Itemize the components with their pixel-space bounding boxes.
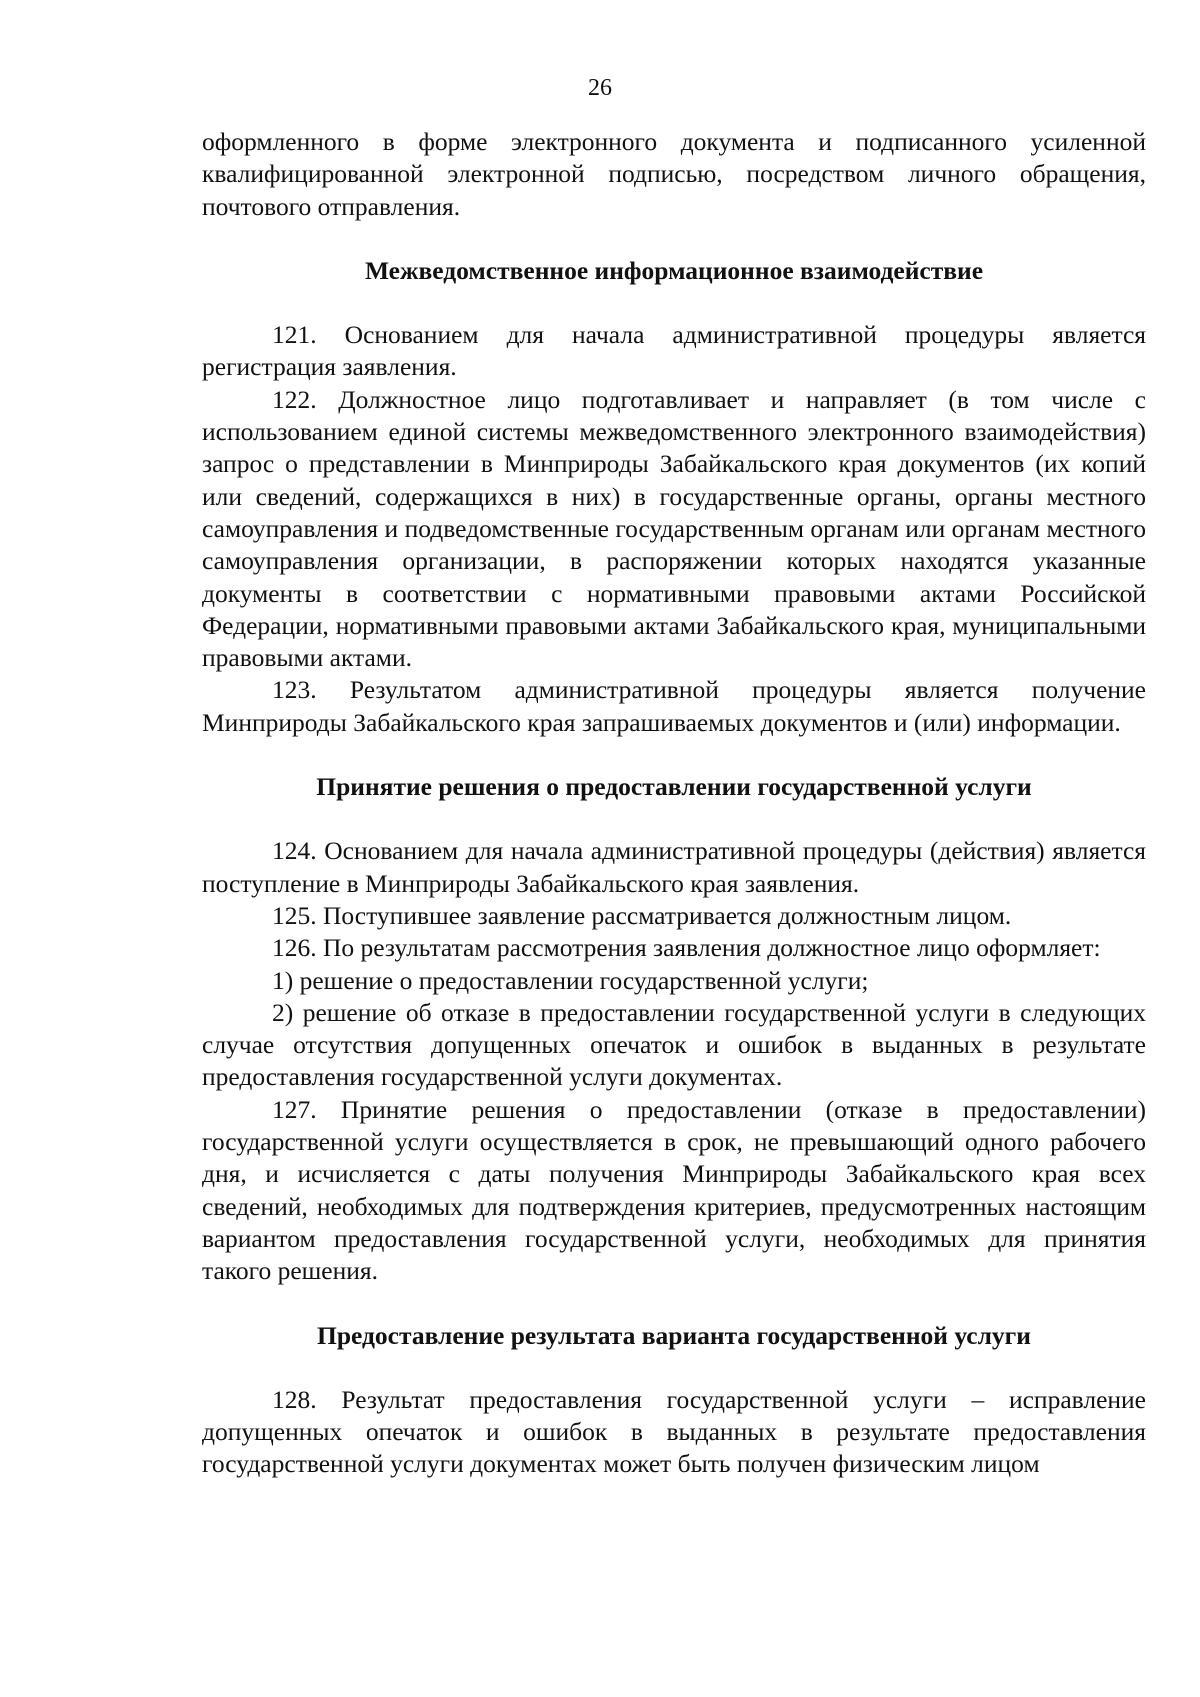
section-heading-interagency: Межведомственное информационное взаимодействие: [364, 255, 984, 285]
paragraph-126: 126. По результатам рассмотрения заявления должностное лицо оформляет:: [272, 933, 1101, 963]
paragraph-128: 128. Результат предоставления государственной услуги – исправление допущенных опечаток и ошибок в выданных в результате предоставления государственной услуги документах может быть получен физическим лицом: [202, 1384, 1146, 1479]
page-number: 26: [588, 75, 612, 101]
paragraph-126-item-1: 1) решение о предоставлении государственной услуги;: [272, 965, 869, 995]
paragraph-127: 127. Принятие решения о предоставлении (отказе в предоставлении) государственной услуги осуществляется в срок, не превышающий одного рабочего дня, и исчисляется с даты получения Минприроды Забайкальского края всех сведений, необходимых для подтверждения критериев, предусмотренных настоящим вариантом предоставления государственной услуги, необходимых для принятия такого решения.: [202, 1094, 1146, 1286]
paragraph-125: 125. Поступившее заявление рассматривается должностным лицом.: [272, 900, 1012, 930]
section-heading-decision: Принятие решения о предоставлении государственной услуги: [316, 772, 1032, 802]
paragraph-121: 121. Основанием для начала административной процедуры является регистрация заявления.: [202, 320, 1146, 382]
paragraph-123: 123. Результатом административной процедуры является получение Минприроды Забайкальского края запрашиваемых документов и (или) информации.: [202, 675, 1146, 737]
section-heading-result: Предоставление результата варианта государственной услуги: [317, 1320, 1031, 1350]
paragraph-126-item-2: 2) решение об отказе в предоставлении государственной услуги в следующих случае отсутствия допущенных опечаток и ошибок в выданных в результате предоставления государственной услуги документах.: [202, 997, 1146, 1092]
paragraph-intro: оформленного в форме электронного документа и подписанного усиленной квалифицированной электронной подписью, посредством личного обращения, почтового отправления.: [202, 127, 1146, 221]
paragraph-124: 124. Основанием для начала административной процедуры (действия) является поступление в Минприроды Забайкальского края заявления.: [202, 836, 1146, 898]
paragraph-122: 122. Должностное лицо подготавливает и направляет (в том числе с использованием единой системы межведомственного электронного взаимодействия) запрос о представлении в Минприроды Забайкальского края документов (их копий или сведений, содержащихся в них) в государственные органы, органы местного самоуправления и подведомственные государственным органам или органам местного самоуправления организации, в распоряжении которых находятся указанные документы в соответствии с нормативными правовыми актами Российской Федерации, нормативными правовыми актами Забайкальского края, муниципальными правовыми актами.: [202, 384, 1146, 673]
document-body: [202, 126, 1146, 1481]
